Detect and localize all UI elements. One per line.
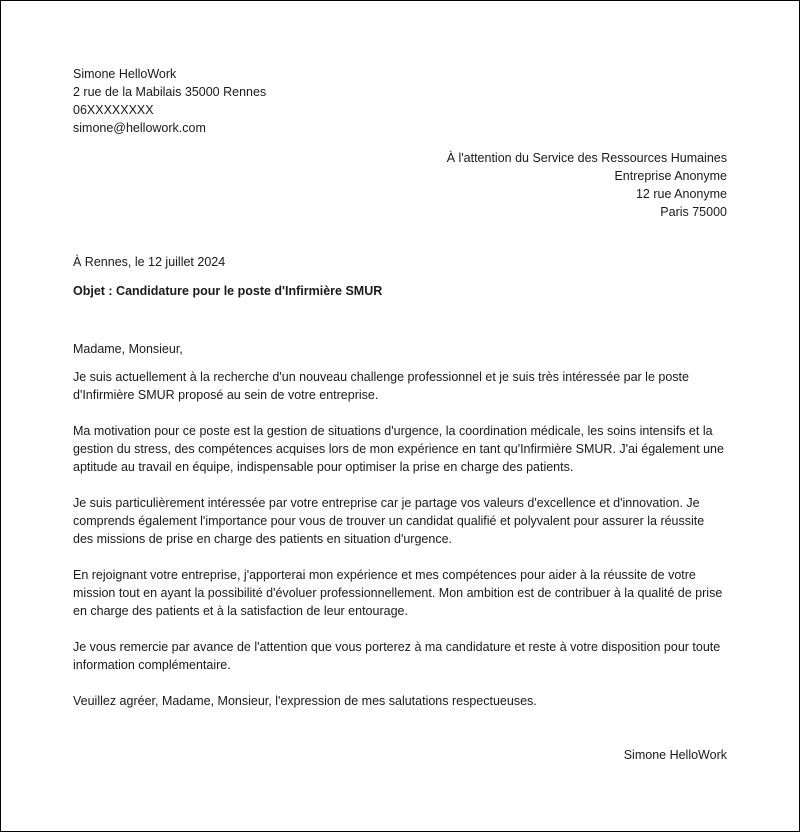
salutation: Madame, Monsieur, bbox=[73, 342, 183, 356]
recipient-street: 12 rue Anonyme bbox=[635, 187, 727, 201]
sender-name: Simone HelloWork bbox=[73, 67, 177, 81]
paragraph-closing: Veuillez agréer, Madame, Monsieur, l'expression de mes salutations respectueuses. bbox=[73, 694, 537, 708]
sender-phone: 06XXXXXXXX bbox=[73, 103, 154, 117]
recipient-company: Entreprise Anonyme bbox=[614, 169, 727, 183]
paragraph-thanks: Je vous remercie par avance de l'attention que vous porterez à ma candidature et reste à votre disposition pour toute information complémentaire. bbox=[73, 640, 721, 672]
signature: Simone HelloWork bbox=[623, 748, 727, 762]
recipient-city: Paris 75000 bbox=[660, 205, 727, 219]
recipient-attention: À l'attention du Service des Ressources Humaines bbox=[446, 151, 727, 165]
cover-letter bbox=[73, 65, 727, 764]
paragraph-motivation: Ma motivation pour ce poste est la gestion de situations d'urgence, la coordination médicale, les soins intensifs et la gestion du stress, des compétences acquises lors de mon expérience en tant qu'Infirmière SMUR. J'ai également une aptitude au travail en équipe, indispensable pour optimiser la prise en charge des patients. bbox=[73, 424, 724, 474]
subject-line: Objet : Candidature pour le poste d'Infirmière SMUR bbox=[73, 284, 383, 298]
sender-block bbox=[73, 65, 727, 137]
sender-address: 2 rue de la Mabilais 35000 Rennes bbox=[73, 85, 267, 99]
paragraph-contribution: En rejoignant votre entreprise, j'apporterai mon expérience et mes compétences pour aider à la réussite de votre mission tout en ayant la possibilité d'évoluer professionnellement. Mon ambition est de contribuer à la qualité de prise en charge des patients et à la satisfaction de leur entourage. bbox=[73, 568, 723, 618]
sender-email: simone@hellowork.com bbox=[73, 121, 206, 135]
paragraph-company-interest: Je suis particulièrement intéressée par votre entreprise car je partage vos valeurs d'excellence et d'innovation. Je comprends également l'importance pour vous de trouver un candidat qualifié et polyvalent pour assurer la réussite des missions de prise en charge des patients en situation d'urgence. bbox=[73, 496, 705, 546]
date-line: À Rennes, le 12 juillet 2024 bbox=[73, 255, 226, 269]
recipient-block bbox=[73, 149, 727, 221]
paragraph-intro: Je suis actuellement à la recherche d'un nouveau challenge professionnel et je suis très intéressée par le poste d'Infirmière SMUR proposé au sein de votre entreprise. bbox=[73, 370, 689, 402]
